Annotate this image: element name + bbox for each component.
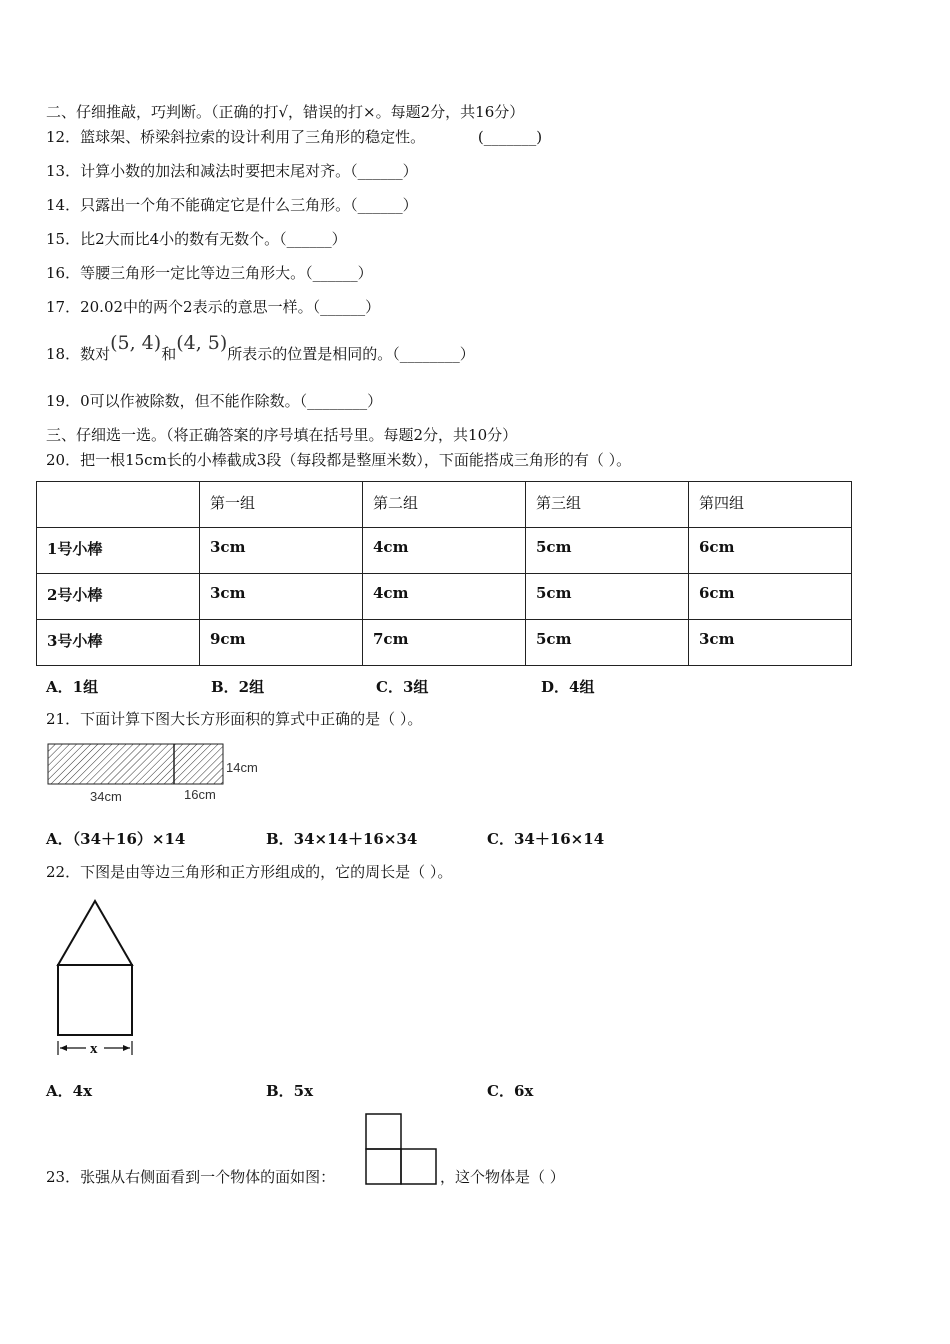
square-shape xyxy=(58,965,132,1035)
question-22: 22．下图是由等边三角形和正方形组成的，它的周长是（ ）。 xyxy=(46,863,453,881)
table-cell: 4cm xyxy=(363,574,526,620)
question-14: 14．只露出一个角不能确定它是什么三角形。（______） xyxy=(46,196,418,214)
table-cell: 3cm xyxy=(200,574,363,620)
table-row xyxy=(37,528,852,574)
coordinate-pair-4-5: (4, 5) xyxy=(176,332,228,354)
table-cell: 5cm xyxy=(526,620,689,666)
q21-option-c: C．34＋16×14 xyxy=(487,830,605,848)
q20-option-d: D．4组 xyxy=(541,678,595,696)
question-18-prefix: 18．数对 xyxy=(46,345,111,363)
question-18 xyxy=(46,334,475,373)
table-cell: 5cm xyxy=(526,528,689,574)
table-header-row xyxy=(37,482,852,528)
question-15: 15．比2大而比4小的数有无数个。（______） xyxy=(46,230,347,248)
table-cell: 7cm xyxy=(363,620,526,666)
q20-option-a: A．1组 xyxy=(46,678,99,696)
q20-option-b: B．2组 xyxy=(211,678,265,696)
table-cell: 4cm xyxy=(363,528,526,574)
height-label: 14cm xyxy=(226,760,258,775)
house-figure xyxy=(48,895,148,1065)
table-cell: 第三组 xyxy=(526,482,689,528)
coordinate-pair-5-4: (5, 4) xyxy=(110,332,162,354)
q22-option-c: C．6x xyxy=(487,1082,534,1100)
arrow-left-icon xyxy=(60,1045,67,1051)
question-16: 16．等腰三角形一定比等边三角形大。（______） xyxy=(46,264,373,282)
cube-face xyxy=(401,1149,436,1184)
question-23-prefix: 23．张强从右侧面看到一个物体的面如图： xyxy=(46,1168,336,1186)
q20-option-c: C．3组 xyxy=(376,678,429,696)
table-cell: 1号小棒 xyxy=(37,528,200,574)
question-23-suffix: ，这个物体是（ ） xyxy=(440,1168,565,1186)
question-13: 13．计算小数的加法和减法时要把末尾对齐。（______） xyxy=(46,162,418,180)
section2-header: 二、仔细推敲，巧判断。（正确的打√，错误的打×。每题2分，共16分） xyxy=(46,103,525,121)
question-12 xyxy=(46,127,542,147)
cube-face xyxy=(366,1149,401,1184)
table-cell: 3号小棒 xyxy=(37,620,200,666)
table-cell: 9cm xyxy=(200,620,363,666)
question-20: 20．把一根15cm长的小棒截成3段（每段都是整厘米数），下面能搭成三角形的有（ ）。 xyxy=(46,451,632,469)
table-cell: 3cm xyxy=(200,528,363,574)
right-width-label: 16cm xyxy=(184,787,216,802)
q21-option-a: A．（34＋16）×14 xyxy=(46,830,186,848)
large-rectangle xyxy=(48,744,223,784)
section3-header: 三、仔细选一选。（将正确答案的序号填在括号里。每题2分，共10分） xyxy=(46,426,518,444)
question-21: 21．下面计算下图大长方形面积的算式中正确的是（ ）。 xyxy=(46,710,423,728)
left-width-label: 34cm xyxy=(90,789,122,804)
question-17: 17．20.02中的两个2表示的意思一样。（______） xyxy=(46,298,381,316)
q22-option-b: B．5x xyxy=(266,1082,314,1100)
table-cell xyxy=(37,482,200,528)
stick-length-table xyxy=(36,481,852,666)
question-12-text: 12．篮球架、桥梁斜拉索的设计利用了三角形的稳定性。 xyxy=(46,128,426,146)
table-row xyxy=(37,620,852,666)
q21-option-b: B．34×14＋16×34 xyxy=(266,830,418,848)
table-cell: 2号小棒 xyxy=(37,574,200,620)
q22-option-a: A．4x xyxy=(46,1082,93,1100)
triangle-shape xyxy=(58,901,132,965)
table-cell: 5cm xyxy=(526,574,689,620)
table-cell: 6cm xyxy=(689,528,852,574)
arrow-right-icon xyxy=(123,1045,130,1051)
question-12-blank: (_______) xyxy=(477,128,543,146)
side-view-figure xyxy=(365,1112,441,1186)
table-cell: 第四组 xyxy=(689,482,852,528)
side-label: x xyxy=(90,1041,98,1057)
rectangle-figure xyxy=(40,738,280,808)
cube-face xyxy=(366,1114,401,1149)
question-18-and: 和 xyxy=(161,345,177,363)
table-cell: 第一组 xyxy=(200,482,363,528)
table-cell: 3cm xyxy=(689,620,852,666)
table-row xyxy=(37,574,852,620)
question-19: 19．0可以作被除数，但不能作除数。（________） xyxy=(46,392,383,410)
question-18-suffix: 所表示的位置是相同的。（________） xyxy=(227,345,475,363)
table-cell: 第二组 xyxy=(363,482,526,528)
table-cell: 6cm xyxy=(689,574,852,620)
